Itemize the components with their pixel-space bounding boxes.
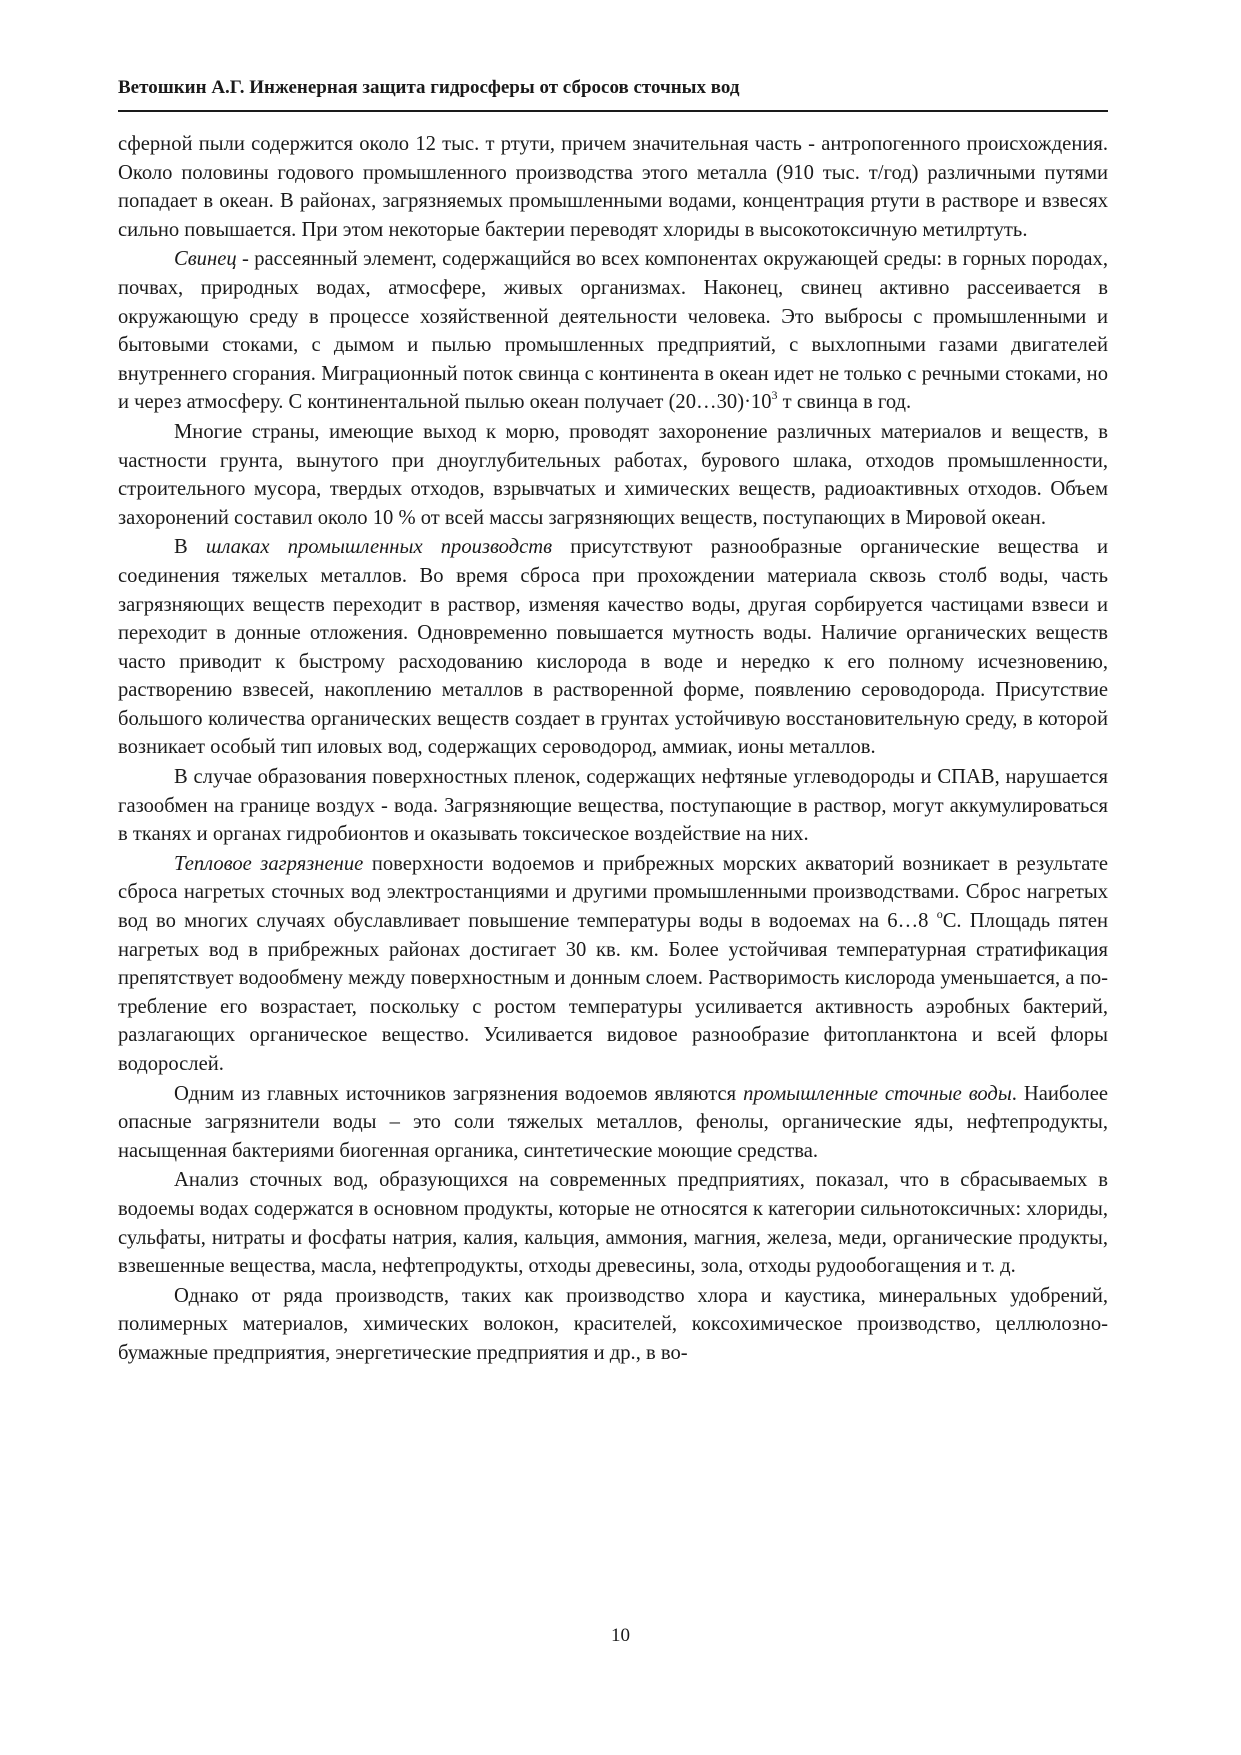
paragraph-8 [118,1166,1108,1280]
paragraph-text: В случае образования поверхностных пленок, содержащих нефтяные углеводороды и СПАВ, нарушается газообмен на границе воздух - вода. Загрязняющие вещества, поступающие в раствор, могут аккумулироваться в тканях и органах гидробионтов и оказывать токсическое воздействие на них. [118,766,1108,846]
paragraph-text: присутствуют разнообразные органические вещества и соединения тяжелых металлов. Во время сброса при прохождении материала сквозь столб воды, часть загрязняющих веществ переходит в раствор, изменяя качество воды, другая сорбируется частицами взвеси и переходит в донные отложения. Одновременно повышается мутность воды. Наличие органических веществ часто приводит к быстрому расходованию кислорода в воде и нередко к его полному исчезновению, растворению взвесей, накоплению металлов в растворенной форме, появлению сероводорода. Присутствие большого количества органических веществ создает в грунтах устойчивую восстановительную среду, в которой возникает особый тип иловых вод, содержащих сероводород, аммиак, ионы металлов. [118,536,1109,759]
paragraph-5 [118,763,1108,849]
paragraph-3 [118,418,1108,532]
paragraph-text: Анализ сточных вод, образующихся на современных предприятиях, показал, что в сбрасываемых в водоемы водах содержатся в основном продукты, которые не относятся к категории сильнотоксичных: хлориды, сульфаты, нитраты и фосфаты натрия, калия, кальция, аммония, магния, железа, меди, органические продукты, взвешенные вещества, масла, нефтепродукты, отходы древесины, зола, отходы рудообогащения и т. д. [118,1169,1108,1278]
paragraph-7-wastewater [118,1080,1108,1166]
paragraph-text: С. Площадь пятен нагретых вод в прибрежных районах достигает 30 кв. км. Более устойчивая температурная стратификация препятствует водообмену между поверхностным и донным слоем. Растворимость кислорода уменьшается, а потребление его возрастает, поскольку с ростом температуры усиливается активность аэробных бактерий, разлагающих органическое вещество. Усиливается видовое разнообразие фитопланктона и всей флоры водорослей. [118,910,1108,1075]
superscript: o [936,907,943,922]
italic-term: шлаках промышленных производств [205,536,553,559]
superscript: 3 [771,388,778,403]
paragraph-9 [118,1282,1108,1368]
body-text [118,130,1108,1369]
paragraph-text: поверхности водоемов и прибрежных морских акваторий возникает в результате сброса нагретых сточных вод электростанциями и другими промышленными производствами. Сброс нагретых вод во многих случаях обуславливает повышение температуры воды в водоемах на 6…8 [118,852,1108,933]
paragraph-text: сферной пыли содержится около 12 тыс. т ртути, причем значительная часть - антропогенного происхождения. Около половины годового промышленного производства этого металла (910 тыс. т/год) различными путями попадает в океан. В районах, загрязняемых промышленными водами, концентрация ртути в растворе и взвесях сильно повышается. При этом некоторые бактерии переводят хлориды в высокотоксичную метилртуть. [118,133,1108,241]
italic-term: промышленные сточные воды [743,1082,1012,1105]
paragraph-4-slag [118,533,1108,762]
paragraph-text: Многие страны, имеющие выход к морю, проводят захоронение различных материалов и веществ, в частности грунта, вынутого при дноуглубительных работах, бурового шлака, отходов промышленности, строительного мусора, твердых отходов, взрывчатых и химических веществ, радиоактивных отходов. Объем захоронений составил около 10 % от всей массы загрязняющих веществ, поступающих в Мировой океан. [118,420,1108,529]
paragraph-text: В [174,536,206,559]
italic-term: Тепловое загрязнение [174,852,364,875]
page-number: 10 [611,1625,630,1646]
header-rule [118,110,1108,112]
paragraph-text: - рассеянный элемент, содержащийся во всех компонентах окружающей среды: в горных породах, почвах, природных водах, атмосфере, живых организмах. Наконец, свинец активно рассеивается в окружающую среду в процессе хозяйственной деятельности человека. Это выбросы с промышленными и бытовыми стоками, с дымом и пылью промышленных предприятий, с выхлопными газами двигателей внутреннего сгорания. Миграционный поток свинца с континента в океан идет не только с речными стоками, но и через атмосферу. С континентальной пылью океан получает (20…30)·10 [118,248,1108,414]
paragraph-2-lead [118,245,1108,417]
paragraph-6-thermal [118,850,1108,1079]
paragraph-text: т свинца в год. [777,391,912,414]
paragraph-text: Одним из главных источников загрязнения водоемов являются [174,1082,744,1105]
paragraph-text: Однако от ряда производств, таких как производство хлора и каустика, минеральных удобрений, полимерных материалов, химических волокон, красителей, коксохимическое производство, целлюлозно-бумажные предприятия, энергетические предприятия и др., в во- [118,1284,1108,1364]
paragraph-1 [118,130,1108,244]
italic-term: Свинец [174,248,237,271]
paragraph-text: . Наиболее опасные загрязнители воды – это соли тяжелых металлов, фенолы, органические яды, нефтепродукты, насыщенная бактериями биогенная органика, синтетические моющие средства. [118,1082,1108,1162]
running-header: Ветошкин А.Г. Инженерная защита гидросферы от сбросов сточных вод [118,77,740,98]
